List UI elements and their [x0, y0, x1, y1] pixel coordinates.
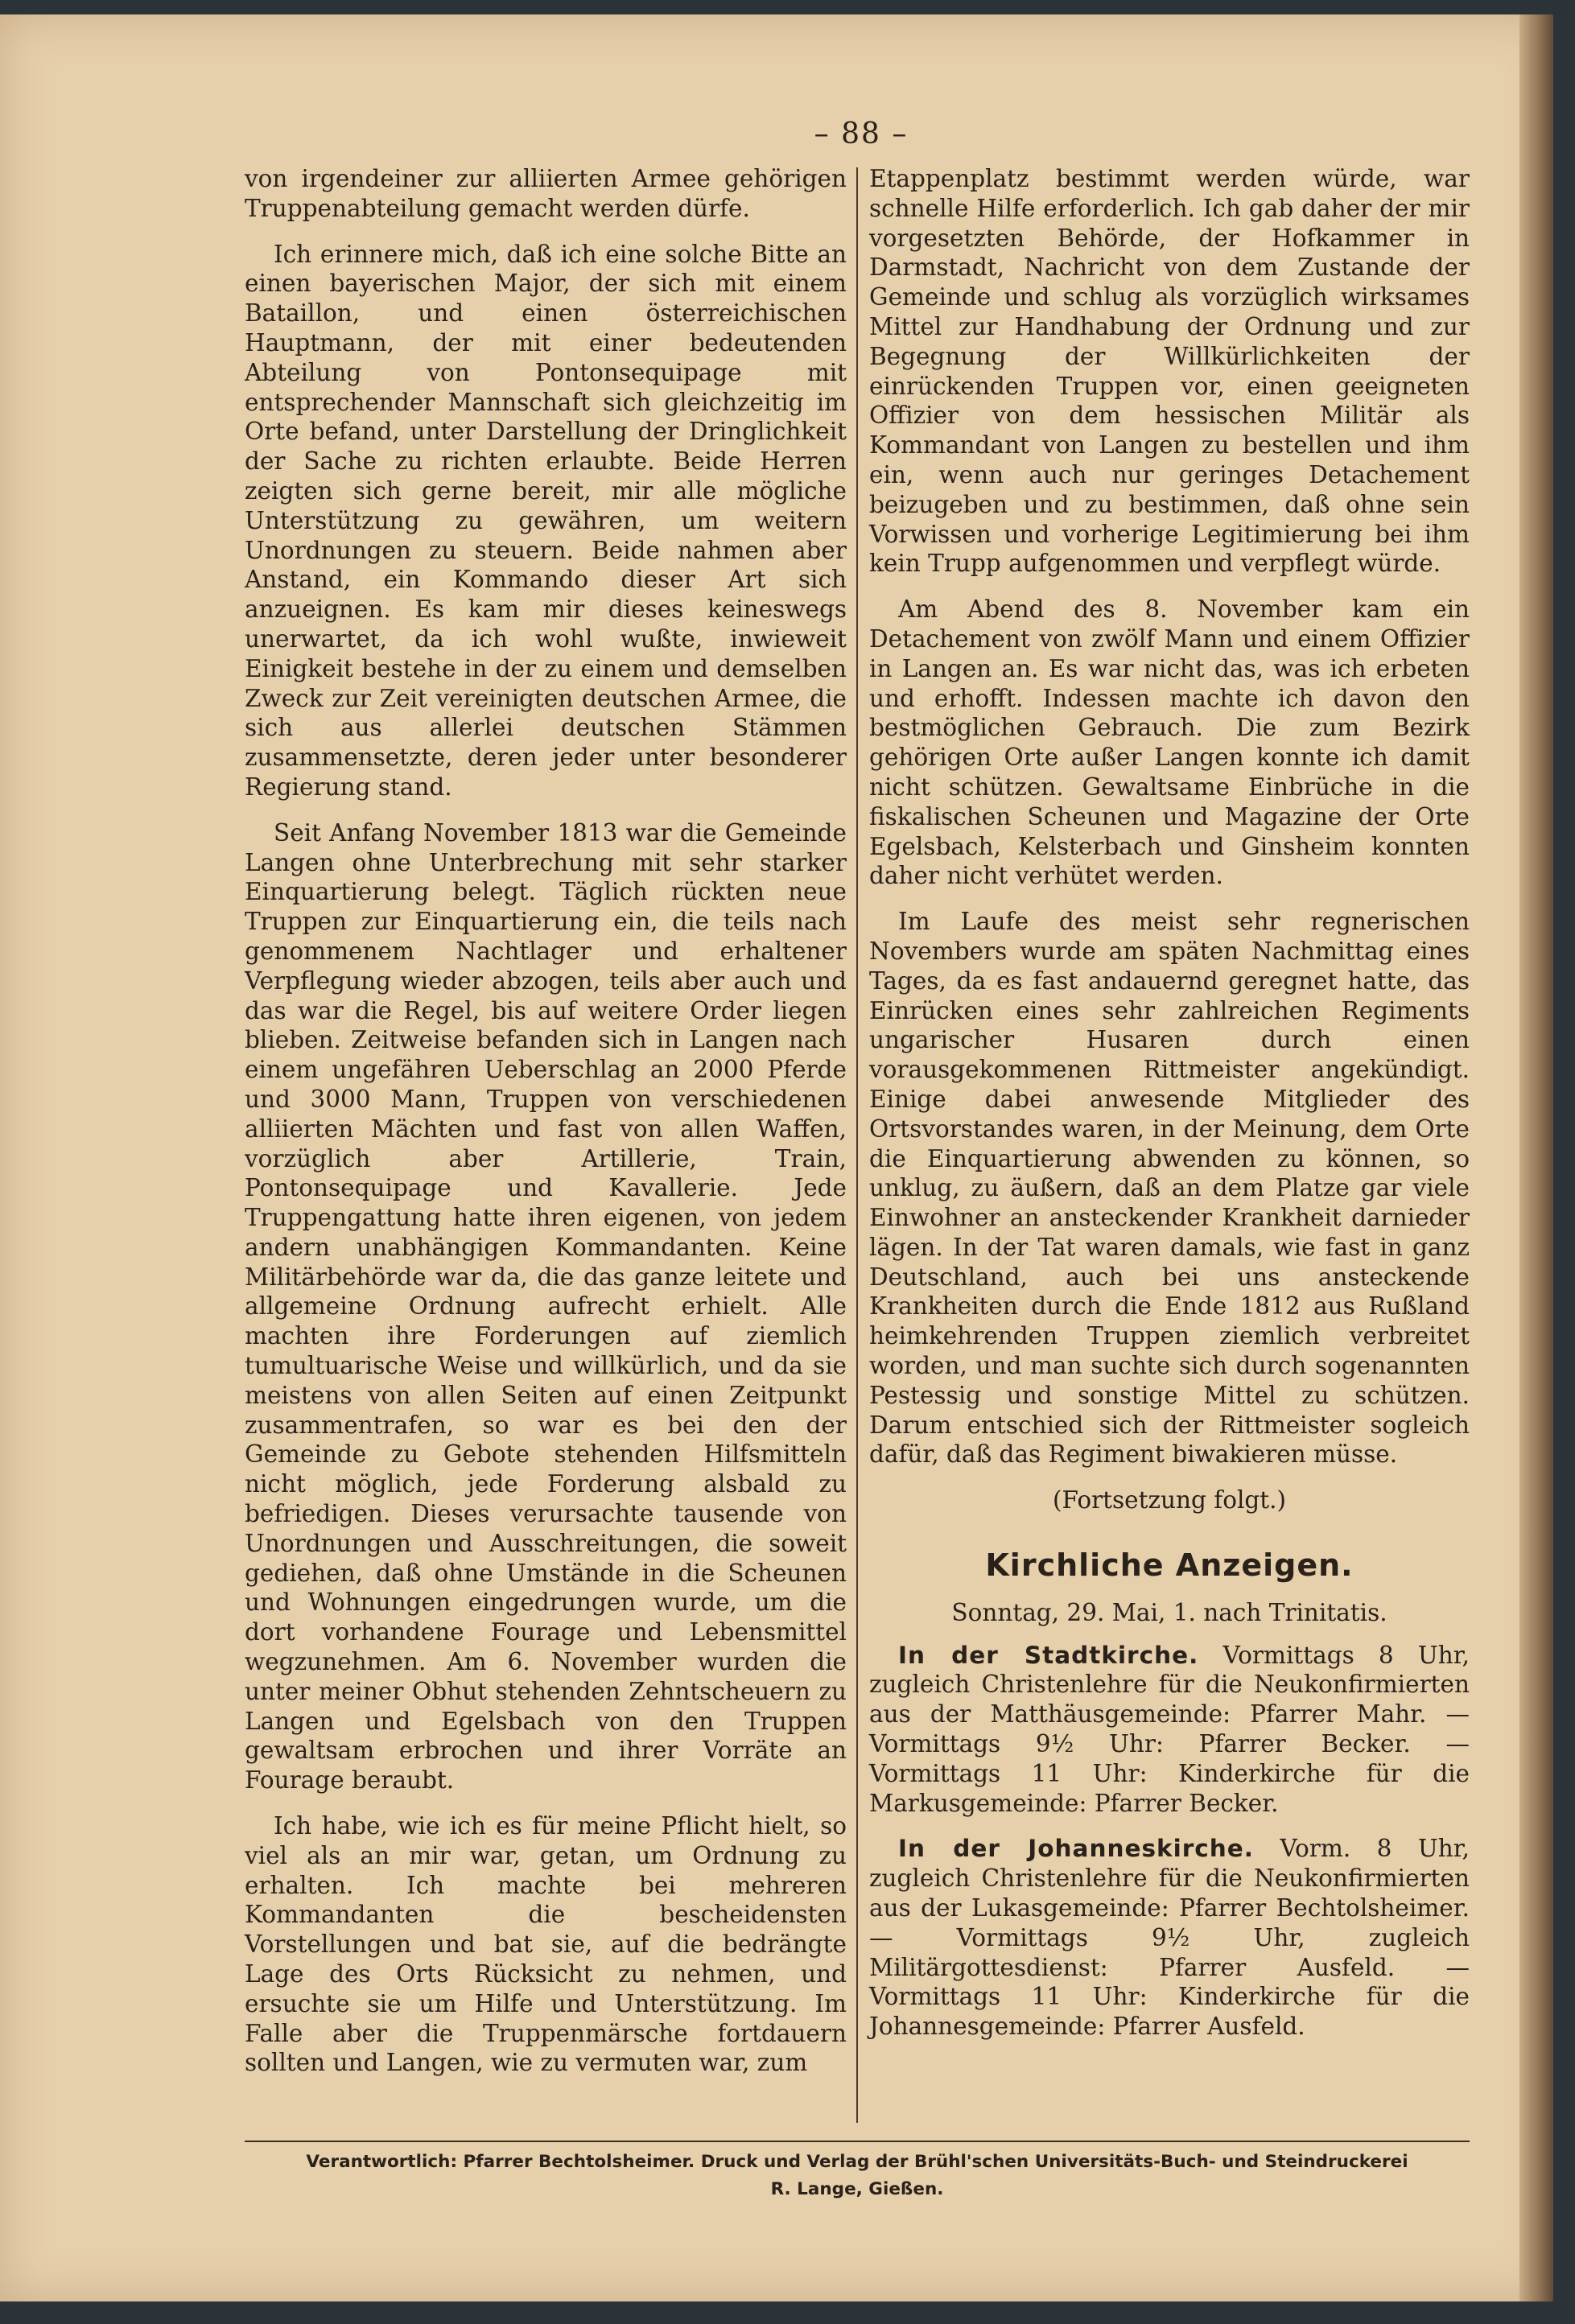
announcement-details: Vorm. 8 Uhr, zugleich Christenlehre für die Neukonfirmierten aus der Lukasgemeinde: Pfarrer Bechtolsheimer. — Vormittags 9½ Uhr, zugleich Militärgottesdienst: Pfarrer Ausfeld. — Vormittags 11 Uhr: Kinderkirche für die Johannesgemeinde: Pfarrer Ausfeld. — [869, 1835, 1470, 2041]
left-paragraph-2: Ich erinnere mich, daß ich eine solche Bitte an einen bayerischen Major, der sich mit einem Bataillon, und einen österreichischen Hauptmann, der mit einer bedeutenden Abteilung von Pontonsequipage mit entsprechender Mannschaft sich gleichzeitig im Orte befand, unter Darstellung der Dringlichkeit der Sache zu richten erlaubte. Beide Herren zeigten sich gerne bereit, mir alle mögliche Unterstützung zu gewähren, um weitern Unordnungen zu steuern. Beide nahmen aber Anstand, ein Kommando dieser Art sich anzueignen. Es kam mir dieses keineswegs unerwartet, da ich wohl wußte, inwieweit Einigkeit bestehe in der zu einem und demselben Zweck zur Zeit vereinigten deutschen Armee, die sich aus allerlei deutschen Stämmen zusammensetzte, deren jeder unter besonderer Regierung stand. — [245, 240, 847, 801]
page-binding-edge — [1519, 14, 1553, 2301]
left-column — [245, 164, 847, 2094]
imprint-footer — [245, 2149, 1470, 2203]
right-paragraph-1: Etappenplatz bestimmt werden würde, war schnelle Hilfe erforderlich. Ich gab daher der mir vorgesetzten Behörde, der Hofkammer in Darmstadt, Nachricht von dem Zustande der Gemeinde und schlug als vorzüglich wirksames Mittel zur Handhabung der Ordnung und zur Begegnung der Willkürlichkeiten der einrückenden Truppen vor, einen geeigneten Offizier von dem hessischen Militär als Kommandant von Langen zu bestellen und ihm ein, wenn auch nur geringes Detachement beizugeben und zu bestimmen, daß ohne sein Vorwissen und vorherige Legitimierung bei ihm kein Trupp aufgenommen und verpflegt würde. — [869, 165, 1470, 578]
left-paragraph-4: Ich habe, wie ich es für meine Pflicht hielt, so viel als an mir war, getan, um Ordnung zu erhalten. Ich machte bei mehreren Kommandanten die bescheidensten Vorstellungen und bat sie, auf die bedrängte Lage des Orts Rücksicht zu nehmen, und ersuchte sie um Hilfe und Unterstützung. Im Falle aber die Truppenmärsche fortdauern sollten und Langen, wie zu vermuten war, zum — [245, 1812, 847, 2077]
left-paragraph-3: Seit Anfang November 1813 war die Gemeinde Langen ohne Unterbrechung mit sehr starker Einquartierung belegt. Täglich rückten neue Truppen zur Einquartierung ein, die teils nach genommenem Nachtlager und erhaltener Verpflegung wieder abzogen, teils aber auch und das war die Regel, bis auf weitere Order liegen blieben. Zeitweise befanden sich in Langen nach einem ungefähren Ueberschlag an 2000 Pferde und 3000 Mann, Truppen von verschiedenen alliierten Mächten und fast von allen Waffen, vorzüglich aber Artillerie, Train, Pontonsequipage und Kavallerie. Jede Truppengattung hatte ihren eigenen, von jedem andern unabhängigen Kommandanten. Keine Militärbehörde war da, die das ganze leitete und allgemeine Ordnung aufrecht erhielt. Alle machten ihre Forderungen auf ziemlich tumultuarische Weise und willkürlich, und da sie meistens von allen Seiten auf einen Zeitpunkt zusammentrafen, so war es bei den der Gemeinde zu Gebote stehenden Hilfsmitteln nicht möglich, jede Forderung alsbald zu befriedigen. Dieses verursachte tausende von Unordnungen und Ausschreitungen, die soweit gediehen, daß ohne Umstände in die Scheunen und Wohnungen eingedrungen wurde, um die dort vorhandene Fourage und Lebensmittel wegzunehmen. Am 6. November wurden die unter meiner Obhut stehenden Zehntscheuern zu Langen und Egelsbach von den Truppen gewaltsam erbrochen und ihrer Vorräte an Fourage beraubt. — [245, 818, 847, 1795]
announcement-church-name: In der Stadtkirche. — [898, 1641, 1199, 1669]
imprint-line-1: Verantwortlich: Pfarrer Bechtolsheimer. Druck und Verlag der Brühl'schen Universitäts-Buch- und Steindruckerei — [306, 2152, 1408, 2172]
right-paragraph-2: Am Abend des 8. November kam ein Detachement von zwölf Mann und einem Offizier in Langen an. Es war nicht das, was ich erbeten und erhofft. Indessen machte ich davon den bestmöglichen Gebrauch. Die zum Bezirk gehörigen Orte außer Langen konnte ich damit nicht schützen. Gewaltsame Einbrüche in die fiskalischen Scheunen und Magazine der Orte Egelsbach, Kelsterbach und Ginsheim konnten daher nicht verhütet werden. — [869, 595, 1470, 890]
announcement-entry-stadtkirche — [869, 1641, 1470, 1819]
newspaper-page — [0, 14, 1553, 2301]
imprint-line-2: R. Lange, Gießen. — [770, 2179, 944, 2199]
announcements-heading: Kirchliche Anzeigen. — [985, 1547, 1354, 1584]
right-paragraph-3: Im Laufe des meist sehr regnerischen Novembers wurde am späten Nachmittag eines Tages, da es fast andauernd geregnet hatte, das Einrücken eines sehr zahlreichen Regiments ungarischer Husaren durch einen vorausgekommenen Rittmeister angekündigt. Einige dabei anwesende Mitglieder des Ortsvorstandes waren, in der Meinung, dem Orte die Einquartierung abwenden zu können, so unklug, zu äußern, daß an dem Platze gar viele Einwohner an ansteckender Krankheit darnieder lägen. In der Tat waren damals, wie fast in ganz Deutschland, auch bei uns ansteckende Krankheiten durch die Ende 1812 aus Rußland heimkehrenden Truppen ziemlich verbreitet worden, und man suchte sich durch sogenannten Pestessig und sonstige Mittel zu schützen. Darum entschied sich der Rittmeister sogleich dafür, daß das Regiment biwakieren müsse. — [869, 908, 1470, 1469]
left-paragraph-1: von irgendeiner zur alliierten Armee gehörigen Truppenabteilung gemacht werden dürfe. — [245, 165, 847, 222]
column-divider — [856, 167, 858, 2123]
continuation-note: (Fortsetzung folgt.) — [1052, 1486, 1287, 1514]
page-number: – 88 – — [814, 117, 909, 150]
announcement-church-name: In der Johanneskirche. — [898, 1835, 1254, 1863]
footer-divider — [245, 2141, 1470, 2142]
right-column — [869, 164, 1470, 2058]
announcements-date: Sonntag, 29. Mai, 1. nach Trinitatis. — [951, 1598, 1387, 1626]
announcement-details: Vormittags 8 Uhr, zugleich Christenlehre für die Neukonfirmierten aus der Matthäusgemeinde: Pfarrer Mahr. — Vormittags 9½ Uhr: Pfarrer Becker. — Vormittags 11 Uhr: Kinderkirche für die Markusgemeinde: Pfarrer Becker. — [869, 1641, 1470, 1817]
announcement-entry-johanneskirche — [869, 1834, 1470, 2042]
